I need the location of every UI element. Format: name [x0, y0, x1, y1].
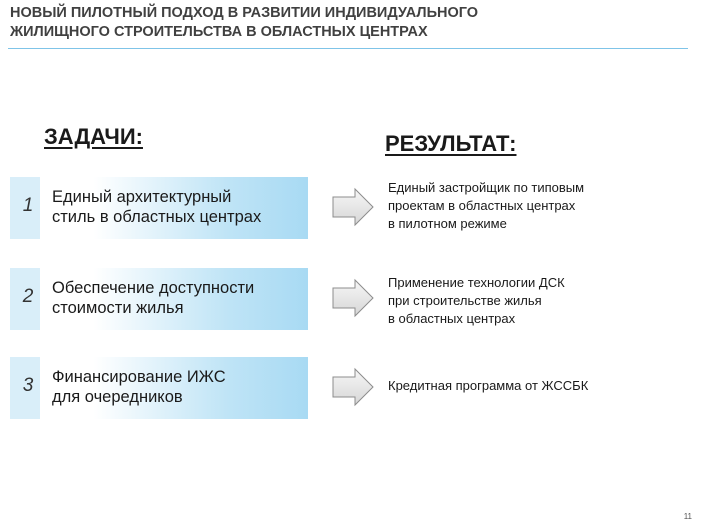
result-text — [388, 179, 678, 233]
task-line: для очередников — [52, 388, 183, 406]
result-line: проектам в областных центрах — [388, 198, 576, 213]
result-text — [388, 377, 678, 395]
result-line: при строительстве жилья — [388, 293, 542, 308]
result-line: Единый застройщик по типовым — [388, 180, 585, 195]
result-line: Применение технологии ДСК — [388, 275, 565, 290]
task-line: Финансирование ИЖС — [52, 368, 226, 386]
row-number: 1 — [22, 195, 34, 216]
tasks-heading: ЗАДАЧИ: — [44, 124, 143, 149]
task-row-1 — [0, 177, 706, 241]
row-number: 2 — [22, 286, 34, 307]
right-arrow-icon — [331, 187, 375, 227]
task-text — [52, 367, 302, 407]
task-text — [52, 278, 302, 318]
slide-title-line-2: ЖИЛИЩНОГО СТРОИТЕЛЬСТВА В ОБЛАСТНЫХ ЦЕНТРАХ — [10, 24, 428, 40]
slide-title — [10, 4, 610, 42]
result-text — [388, 274, 678, 328]
task-text — [52, 187, 302, 227]
right-arrow-icon — [331, 278, 375, 318]
row-number: 3 — [22, 375, 34, 396]
task-line: стиль в областных центрах — [52, 208, 262, 226]
slide-title-line-1: НОВЫЙ ПИЛОТНЫЙ ПОДХОД В РАЗВИТИИ ИНДИВИДУАЛЬНОГО — [10, 5, 479, 21]
result-line: в областных центрах — [388, 311, 516, 326]
title-divider — [8, 48, 688, 49]
result-line: в пилотном режиме — [388, 216, 507, 231]
task-box — [40, 177, 308, 239]
right-arrow-icon — [331, 367, 375, 407]
page-number: 11 — [683, 512, 692, 521]
result-heading: РЕЗУЛЬТАТ: — [385, 131, 517, 156]
task-line: стоимости жилья — [52, 299, 184, 317]
task-line: Обеспечение доступности — [52, 279, 255, 297]
result-line: Кредитная программа от ЖССБК — [388, 378, 589, 393]
task-line: Единый архитектурный — [52, 188, 232, 206]
task-box — [40, 268, 308, 330]
task-box — [40, 357, 308, 419]
task-row-2 — [0, 268, 706, 332]
task-row-3 — [0, 357, 706, 421]
